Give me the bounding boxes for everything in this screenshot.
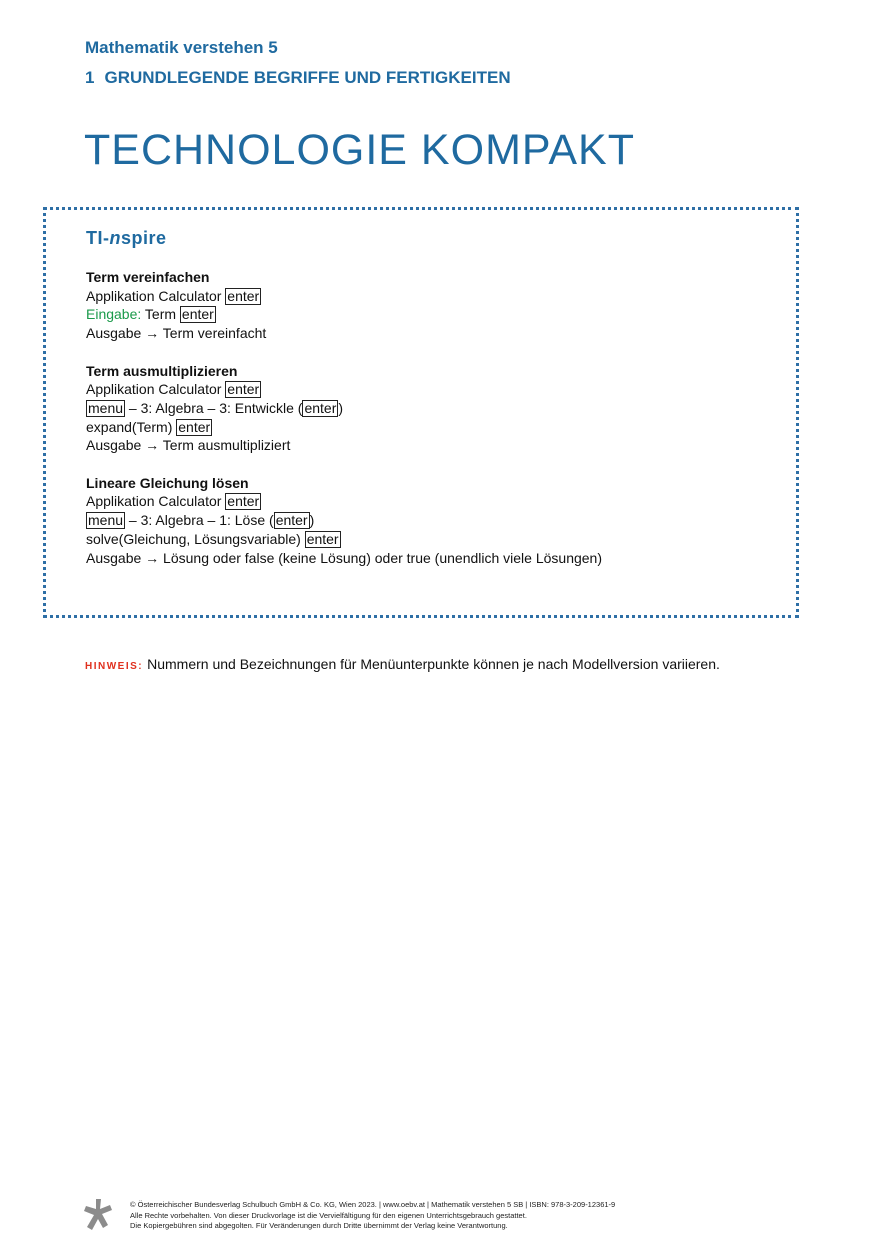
enter-key: enter (227, 287, 260, 304)
enter-key: enter (227, 381, 260, 398)
publisher-logo-icon (84, 1199, 112, 1231)
enter-key: enter (181, 306, 214, 323)
menu-key: menu (88, 512, 124, 529)
footer-copyright (130, 1200, 615, 1232)
footer-line: Die Kopiergebühren sind abgegolten. Für Veränderungen durch Dritte übernimmt der Verlag keine Verantwortung. (130, 1221, 508, 1230)
section-term-ausmultiplizieren (86, 362, 602, 456)
hint-label: HINWEIS: (85, 661, 144, 672)
instruction-line (86, 418, 602, 437)
instruction-line: Ausgabe → Term vereinfacht (86, 325, 267, 342)
section-heading: Term ausmultiplizieren (86, 362, 238, 379)
book-title: Mathematik verstehen 5 (85, 38, 278, 57)
hint-text: Nummern und Bezeichnungen für Menüunterpunkte können je nach Modellversion variieren. (147, 656, 720, 672)
enter-key: enter (306, 530, 339, 547)
box-title-prefix: TI- (86, 228, 110, 248)
instruction-line (86, 492, 602, 511)
input-label: Eingabe: (86, 306, 142, 323)
footer-line: © Österreichischer Bundesverlag Schulbuch GmbH & Co. KG, Wien 2023. | www.oebv.at | Mathematik verstehen 5 SB | ISBN: 978-3-209-12361-9 (130, 1200, 616, 1209)
enter-key: enter (275, 512, 308, 529)
instruction-text: Term (141, 306, 180, 323)
instruction-text: – 3: Algebra – 3: Entwickle ( (125, 399, 303, 416)
instruction-text: Applikation Calculator (86, 381, 226, 398)
instruction-text: – 3: Algebra – 1: Löse ( (125, 512, 274, 529)
ti-nspire-box (43, 207, 799, 618)
instruction-line (86, 511, 602, 530)
instruction-text: expand(Term) (86, 418, 177, 435)
instruction-line (86, 399, 602, 418)
box-title (86, 228, 167, 249)
instruction-text: Applikation Calculator (86, 287, 226, 304)
instruction-line (86, 287, 602, 306)
hint (85, 656, 720, 672)
section-lineare-gleichung (86, 474, 602, 568)
instruction-text: solve(Gleichung, Lösungsvariable) (86, 530, 305, 547)
instruction-line (86, 305, 602, 324)
chapter-heading (85, 68, 511, 88)
instruction-line (86, 380, 602, 399)
enter-key: enter (178, 418, 211, 435)
box-title-suffix: spire (121, 228, 167, 248)
section-heading: Term vereinfachen (86, 269, 210, 285)
instruction-line: Ausgabe → Term ausmultipliziert (86, 437, 291, 454)
instruction-text: ) (309, 512, 315, 529)
section-heading: Lineare Gleichung lösen (86, 474, 249, 491)
instruction-line: Ausgabe → Lösung oder false (keine Lösung) oder true (unendlich viele Lösungen) (86, 549, 603, 566)
menu-key: menu (88, 399, 124, 416)
section-term-vereinfachen (86, 268, 602, 343)
chapter-number: 1 (85, 68, 95, 87)
footer-line: Alle Rechte vorbehalten. Von dieser Druckvorlage ist die Vervielfältigung für den eigenen Unterrichtsgebrauch gestattet. (130, 1210, 527, 1220)
page-title: TECHNOLOGIE KOMPAKT (84, 126, 635, 174)
enter-key: enter (304, 399, 337, 416)
instruction-text: ) (338, 399, 344, 416)
box-title-n: n (109, 228, 121, 248)
instruction-line (86, 530, 602, 549)
instruction-text: Applikation Calculator (86, 493, 226, 510)
chapter-title: GRUNDLEGENDE BEGRIFFE UND FERTIGKEITEN (104, 68, 511, 87)
enter-key: enter (227, 493, 260, 510)
box-content (86, 268, 602, 586)
